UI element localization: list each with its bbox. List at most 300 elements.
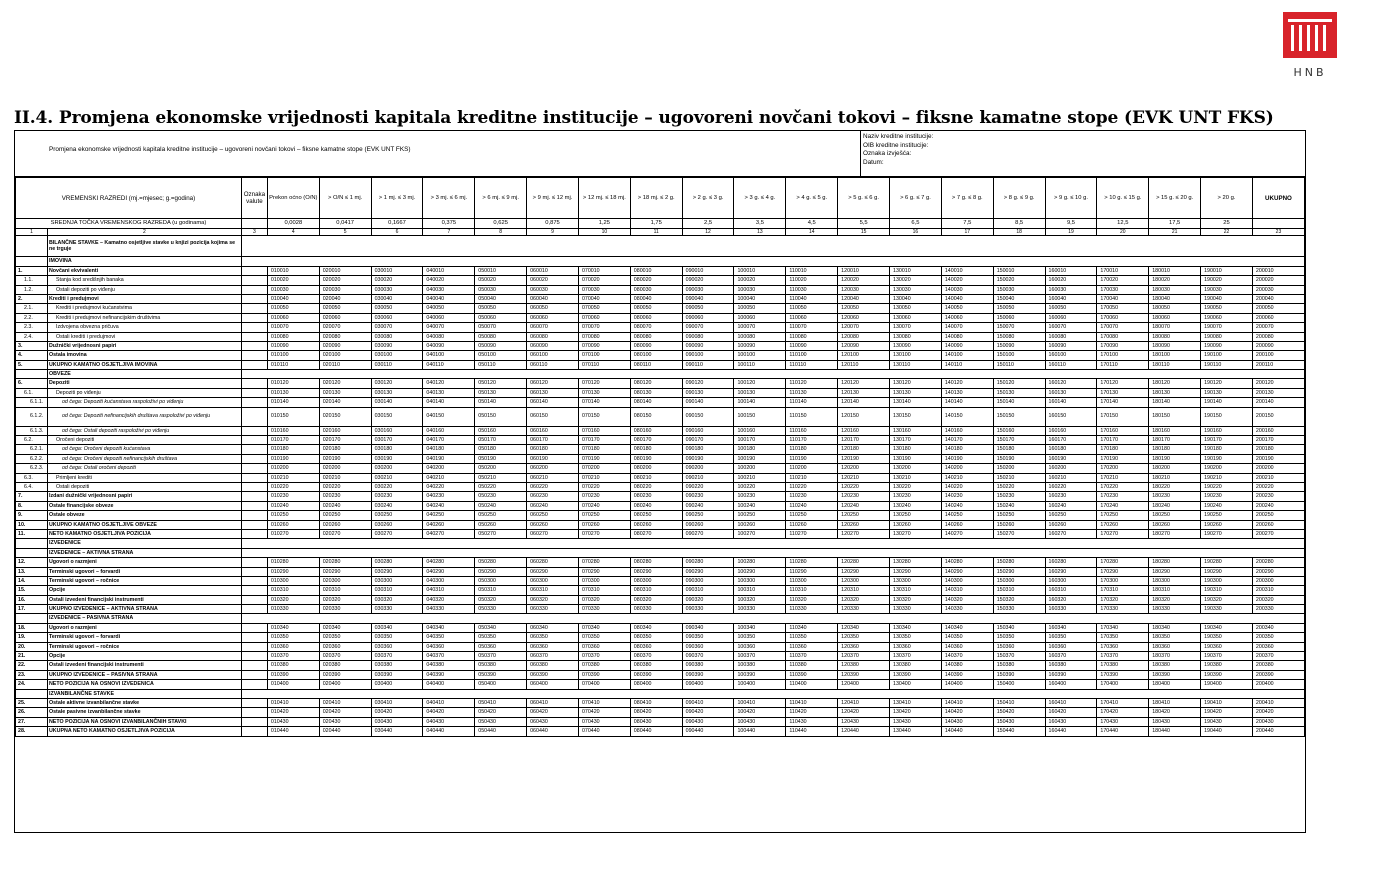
data-cell[interactable]: 180020	[1149, 276, 1201, 285]
data-cell[interactable]: 120410	[838, 698, 890, 707]
data-cell[interactable]: 150340	[993, 623, 1045, 632]
data-cell[interactable]: 160090	[1045, 341, 1097, 350]
data-cell[interactable]: 010360	[267, 642, 319, 651]
data-cell[interactable]: 190360	[1201, 642, 1253, 651]
data-cell[interactable]: 040110	[423, 360, 475, 369]
data-cell[interactable]: 080250	[630, 511, 682, 520]
data-cell[interactable]: 080050	[630, 304, 682, 313]
data-cell[interactable]: 090190	[682, 454, 734, 463]
data-cell[interactable]: 170090	[1097, 341, 1149, 350]
data-cell[interactable]: 040040	[423, 294, 475, 303]
data-cell[interactable]: 020310	[319, 586, 371, 595]
data-cell[interactable]: 150320	[993, 595, 1045, 604]
data-cell[interactable]: 030260	[371, 520, 423, 529]
data-cell[interactable]: 090440	[682, 727, 734, 736]
data-cell[interactable]: 200160	[1252, 426, 1304, 435]
data-cell[interactable]: 190210	[1201, 473, 1253, 482]
data-cell[interactable]: 010380	[267, 661, 319, 670]
data-cell[interactable]: 160270	[1045, 529, 1097, 538]
currency-cell[interactable]	[241, 483, 267, 492]
data-cell[interactable]: 120010	[838, 266, 890, 275]
data-cell[interactable]: 100360	[734, 642, 786, 651]
data-cell[interactable]: 060140	[527, 398, 579, 407]
data-cell[interactable]: 050230	[475, 492, 527, 501]
data-cell[interactable]: 140250	[941, 511, 993, 520]
data-cell[interactable]: 180130	[1149, 388, 1201, 397]
data-cell[interactable]: 020210	[319, 473, 371, 482]
data-cell[interactable]: 150420	[993, 708, 1045, 717]
data-cell[interactable]: 030440	[371, 727, 423, 736]
data-cell[interactable]: 190010	[1201, 266, 1253, 275]
data-cell[interactable]: 160280	[1045, 558, 1097, 567]
data-cell[interactable]: 090170	[682, 436, 734, 445]
data-cell[interactable]: 140240	[941, 501, 993, 510]
data-cell[interactable]: 170390	[1097, 670, 1149, 679]
data-cell[interactable]: 180340	[1149, 623, 1201, 632]
data-cell[interactable]: 040120	[423, 379, 475, 388]
data-cell[interactable]: 150150	[993, 407, 1045, 426]
data-cell[interactable]: 110190	[786, 454, 838, 463]
data-cell[interactable]: 140380	[941, 661, 993, 670]
data-cell[interactable]: 130350	[890, 633, 942, 642]
data-cell[interactable]: 080130	[630, 388, 682, 397]
data-cell[interactable]: 200390	[1252, 670, 1304, 679]
data-cell[interactable]: 140160	[941, 426, 993, 435]
data-cell[interactable]: 110280	[786, 558, 838, 567]
data-cell[interactable]: 160040	[1045, 294, 1097, 303]
data-cell[interactable]: 020400	[319, 680, 371, 689]
data-cell[interactable]: 040290	[423, 567, 475, 576]
data-cell[interactable]: 180080	[1149, 332, 1201, 341]
data-cell[interactable]: 130070	[890, 323, 942, 332]
data-cell[interactable]: 030240	[371, 501, 423, 510]
data-cell[interactable]: 120160	[838, 426, 890, 435]
data-cell[interactable]: 120230	[838, 492, 890, 501]
data-cell[interactable]: 150080	[993, 332, 1045, 341]
data-cell[interactable]: 050120	[475, 379, 527, 388]
data-cell[interactable]: 170290	[1097, 567, 1149, 576]
data-cell[interactable]: 140170	[941, 436, 993, 445]
data-cell[interactable]: 130200	[890, 464, 942, 473]
data-cell[interactable]: 020070	[319, 323, 371, 332]
data-cell[interactable]: 150170	[993, 436, 1045, 445]
data-cell[interactable]: 120290	[838, 567, 890, 576]
data-cell[interactable]: 130180	[890, 445, 942, 454]
data-cell[interactable]: 110350	[786, 633, 838, 642]
data-cell[interactable]: 150240	[993, 501, 1045, 510]
data-cell[interactable]: 050170	[475, 436, 527, 445]
data-cell[interactable]: 020140	[319, 398, 371, 407]
data-cell[interactable]: 010030	[267, 285, 319, 294]
data-cell[interactable]: 180150	[1149, 407, 1201, 426]
data-cell[interactable]: 180260	[1149, 520, 1201, 529]
data-cell[interactable]: 090050	[682, 304, 734, 313]
data-cell[interactable]: 190370	[1201, 652, 1253, 661]
data-cell[interactable]: 050180	[475, 445, 527, 454]
data-cell[interactable]: 130110	[890, 360, 942, 369]
data-cell[interactable]: 070180	[578, 445, 630, 454]
data-cell[interactable]: 190020	[1201, 276, 1253, 285]
currency-cell[interactable]	[241, 341, 267, 350]
data-cell[interactable]: 010290	[267, 567, 319, 576]
data-cell[interactable]: 080010	[630, 266, 682, 275]
data-cell[interactable]: 110150	[786, 407, 838, 426]
data-cell[interactable]: 120300	[838, 576, 890, 585]
data-cell[interactable]: 060400	[527, 680, 579, 689]
data-cell[interactable]: 160210	[1045, 473, 1097, 482]
data-cell[interactable]: 050320	[475, 595, 527, 604]
data-cell[interactable]: 200060	[1252, 313, 1304, 322]
data-cell[interactable]: 130250	[890, 511, 942, 520]
data-cell[interactable]: 010430	[267, 717, 319, 726]
currency-cell[interactable]	[241, 529, 267, 538]
data-cell[interactable]: 030200	[371, 464, 423, 473]
data-cell[interactable]: 120280	[838, 558, 890, 567]
data-cell[interactable]: 120380	[838, 661, 890, 670]
data-cell[interactable]: 050100	[475, 351, 527, 360]
data-cell[interactable]: 060360	[527, 642, 579, 651]
data-cell[interactable]: 020090	[319, 341, 371, 350]
data-cell[interactable]: 200020	[1252, 276, 1304, 285]
data-cell[interactable]: 160300	[1045, 576, 1097, 585]
data-cell[interactable]: 090350	[682, 633, 734, 642]
data-cell[interactable]: 040010	[423, 266, 475, 275]
data-cell[interactable]: 150040	[993, 294, 1045, 303]
data-cell[interactable]: 040390	[423, 670, 475, 679]
data-cell[interactable]: 200320	[1252, 595, 1304, 604]
data-cell[interactable]: 050390	[475, 670, 527, 679]
data-cell[interactable]: 200010	[1252, 266, 1304, 275]
data-cell[interactable]: 150390	[993, 670, 1045, 679]
data-cell[interactable]: 170280	[1097, 558, 1149, 567]
data-cell[interactable]: 160150	[1045, 407, 1097, 426]
data-cell[interactable]: 080200	[630, 464, 682, 473]
data-cell[interactable]: 140180	[941, 445, 993, 454]
currency-cell[interactable]	[241, 285, 267, 294]
data-cell[interactable]: 160290	[1045, 567, 1097, 576]
data-cell[interactable]: 160360	[1045, 642, 1097, 651]
data-cell[interactable]: 010190	[267, 454, 319, 463]
data-cell[interactable]: 130190	[890, 454, 942, 463]
data-cell[interactable]: 140130	[941, 388, 993, 397]
data-cell[interactable]: 200270	[1252, 529, 1304, 538]
data-cell[interactable]: 030210	[371, 473, 423, 482]
data-cell[interactable]: 080210	[630, 473, 682, 482]
data-cell[interactable]: 090230	[682, 492, 734, 501]
data-cell[interactable]: 080370	[630, 652, 682, 661]
data-cell[interactable]: 180070	[1149, 323, 1201, 332]
data-cell[interactable]: 090200	[682, 464, 734, 473]
data-cell[interactable]: 010260	[267, 520, 319, 529]
data-cell[interactable]: 040060	[423, 313, 475, 322]
data-cell[interactable]: 050350	[475, 633, 527, 642]
data-cell[interactable]: 150050	[993, 304, 1045, 313]
data-cell[interactable]: 070390	[578, 670, 630, 679]
data-cell[interactable]: 120130	[838, 388, 890, 397]
data-cell[interactable]: 150160	[993, 426, 1045, 435]
data-cell[interactable]: 080260	[630, 520, 682, 529]
data-cell[interactable]: 060390	[527, 670, 579, 679]
data-cell[interactable]: 020080	[319, 332, 371, 341]
data-cell[interactable]: 140020	[941, 276, 993, 285]
data-cell[interactable]: 110240	[786, 501, 838, 510]
data-cell[interactable]: 170050	[1097, 304, 1149, 313]
currency-cell[interactable]	[241, 323, 267, 332]
data-cell[interactable]: 040380	[423, 661, 475, 670]
data-cell[interactable]: 100150	[734, 407, 786, 426]
data-cell[interactable]: 080070	[630, 323, 682, 332]
data-cell[interactable]: 060090	[527, 341, 579, 350]
data-cell[interactable]: 130320	[890, 595, 942, 604]
data-cell[interactable]: 170400	[1097, 680, 1149, 689]
data-cell[interactable]: 010200	[267, 464, 319, 473]
data-cell[interactable]: 100050	[734, 304, 786, 313]
currency-cell[interactable]	[241, 294, 267, 303]
data-cell[interactable]: 130030	[890, 285, 942, 294]
data-cell[interactable]: 090290	[682, 567, 734, 576]
data-cell[interactable]: 200330	[1252, 605, 1304, 614]
data-cell[interactable]: 100110	[734, 360, 786, 369]
data-cell[interactable]: 120430	[838, 717, 890, 726]
data-cell[interactable]: 050360	[475, 642, 527, 651]
data-cell[interactable]: 040430	[423, 717, 475, 726]
data-cell[interactable]: 050260	[475, 520, 527, 529]
currency-cell[interactable]	[241, 717, 267, 726]
data-cell[interactable]: 130170	[890, 436, 942, 445]
data-cell[interactable]: 010390	[267, 670, 319, 679]
institution-oib-field[interactable]: OIB kreditne institucije:	[863, 141, 929, 149]
data-cell[interactable]: 140260	[941, 520, 993, 529]
data-cell[interactable]: 200190	[1252, 454, 1304, 463]
data-cell[interactable]: 080290	[630, 567, 682, 576]
data-cell[interactable]: 090420	[682, 708, 734, 717]
data-cell[interactable]: 040020	[423, 276, 475, 285]
data-cell[interactable]: 010370	[267, 652, 319, 661]
data-cell[interactable]: 170380	[1097, 661, 1149, 670]
data-cell[interactable]: 130270	[890, 529, 942, 538]
data-cell[interactable]: 200170	[1252, 436, 1304, 445]
report-code-field[interactable]: Oznaka izvješća:	[863, 150, 912, 158]
data-cell[interactable]: 090240	[682, 501, 734, 510]
data-cell[interactable]: 160180	[1045, 445, 1097, 454]
data-cell[interactable]: 200250	[1252, 511, 1304, 520]
data-cell[interactable]: 070040	[578, 294, 630, 303]
data-cell[interactable]: 080380	[630, 661, 682, 670]
data-cell[interactable]: 150260	[993, 520, 1045, 529]
data-cell[interactable]: 100350	[734, 633, 786, 642]
data-cell[interactable]: 030090	[371, 341, 423, 350]
data-cell[interactable]: 140050	[941, 304, 993, 313]
data-cell[interactable]: 090400	[682, 680, 734, 689]
data-cell[interactable]: 010270	[267, 529, 319, 538]
data-cell[interactable]: 090150	[682, 407, 734, 426]
data-cell[interactable]: 130310	[890, 586, 942, 595]
data-cell[interactable]: 200030	[1252, 285, 1304, 294]
data-cell[interactable]: 030410	[371, 698, 423, 707]
data-cell[interactable]: 150350	[993, 633, 1045, 642]
data-cell[interactable]: 150030	[993, 285, 1045, 294]
data-cell[interactable]: 160240	[1045, 501, 1097, 510]
data-cell[interactable]: 120420	[838, 708, 890, 717]
data-cell[interactable]: 090360	[682, 642, 734, 651]
data-cell[interactable]: 070020	[578, 276, 630, 285]
data-cell[interactable]: 140140	[941, 398, 993, 407]
data-cell[interactable]: 170020	[1097, 276, 1149, 285]
data-cell[interactable]: 150310	[993, 586, 1045, 595]
data-cell[interactable]: 110140	[786, 398, 838, 407]
data-cell[interactable]: 200200	[1252, 464, 1304, 473]
data-cell[interactable]: 160380	[1045, 661, 1097, 670]
data-cell[interactable]: 040410	[423, 698, 475, 707]
currency-cell[interactable]	[241, 464, 267, 473]
data-cell[interactable]: 070090	[578, 341, 630, 350]
data-cell[interactable]: 080390	[630, 670, 682, 679]
data-cell[interactable]: 060230	[527, 492, 579, 501]
data-cell[interactable]: 160160	[1045, 426, 1097, 435]
data-cell[interactable]: 080270	[630, 529, 682, 538]
data-cell[interactable]: 190190	[1201, 454, 1253, 463]
data-cell[interactable]: 030100	[371, 351, 423, 360]
data-cell[interactable]: 020250	[319, 511, 371, 520]
data-cell[interactable]: 120250	[838, 511, 890, 520]
data-cell[interactable]: 160070	[1045, 323, 1097, 332]
data-cell[interactable]: 050300	[475, 576, 527, 585]
data-cell[interactable]: 050140	[475, 398, 527, 407]
data-cell[interactable]: 190380	[1201, 661, 1253, 670]
data-cell[interactable]: 180390	[1149, 670, 1201, 679]
data-cell[interactable]: 170200	[1097, 464, 1149, 473]
data-cell[interactable]: 140030	[941, 285, 993, 294]
data-cell[interactable]: 180290	[1149, 567, 1201, 576]
data-cell[interactable]: 150250	[993, 511, 1045, 520]
data-cell[interactable]: 100260	[734, 520, 786, 529]
data-cell[interactable]: 140110	[941, 360, 993, 369]
data-cell[interactable]: 060310	[527, 586, 579, 595]
data-cell[interactable]: 190270	[1201, 529, 1253, 538]
data-cell[interactable]: 180170	[1149, 436, 1201, 445]
data-cell[interactable]: 030300	[371, 576, 423, 585]
currency-cell[interactable]	[241, 398, 267, 407]
data-cell[interactable]: 110210	[786, 473, 838, 482]
data-cell[interactable]: 080300	[630, 576, 682, 585]
data-cell[interactable]: 080160	[630, 426, 682, 435]
data-cell[interactable]: 170110	[1097, 360, 1149, 369]
data-cell[interactable]: 110020	[786, 276, 838, 285]
data-cell[interactable]: 140270	[941, 529, 993, 538]
data-cell[interactable]: 050310	[475, 586, 527, 595]
data-cell[interactable]: 060440	[527, 727, 579, 736]
data-cell[interactable]: 100280	[734, 558, 786, 567]
data-cell[interactable]: 010020	[267, 276, 319, 285]
data-cell[interactable]: 030230	[371, 492, 423, 501]
data-cell[interactable]: 140290	[941, 567, 993, 576]
data-cell[interactable]: 170060	[1097, 313, 1149, 322]
data-cell[interactable]: 040260	[423, 520, 475, 529]
data-cell[interactable]: 030170	[371, 436, 423, 445]
data-cell[interactable]: 200230	[1252, 492, 1304, 501]
data-cell[interactable]: 190330	[1201, 605, 1253, 614]
data-cell[interactable]: 140150	[941, 407, 993, 426]
data-cell[interactable]: 150120	[993, 379, 1045, 388]
data-cell[interactable]: 160170	[1045, 436, 1097, 445]
data-cell[interactable]: 030020	[371, 276, 423, 285]
data-cell[interactable]: 040190	[423, 454, 475, 463]
data-cell[interactable]: 010100	[267, 351, 319, 360]
data-cell[interactable]: 070110	[578, 360, 630, 369]
data-cell[interactable]: 100310	[734, 586, 786, 595]
data-cell[interactable]: 200300	[1252, 576, 1304, 585]
data-cell[interactable]: 090160	[682, 426, 734, 435]
data-cell[interactable]: 160350	[1045, 633, 1097, 642]
data-cell[interactable]: 180270	[1149, 529, 1201, 538]
data-cell[interactable]: 120150	[838, 407, 890, 426]
data-cell[interactable]: 040210	[423, 473, 475, 482]
data-cell[interactable]: 010090	[267, 341, 319, 350]
data-cell[interactable]: 180180	[1149, 445, 1201, 454]
data-cell[interactable]: 180190	[1149, 454, 1201, 463]
data-cell[interactable]: 060280	[527, 558, 579, 567]
data-cell[interactable]: 120220	[838, 483, 890, 492]
currency-cell[interactable]	[241, 266, 267, 275]
currency-cell[interactable]	[241, 698, 267, 707]
data-cell[interactable]: 130150	[890, 407, 942, 426]
data-cell[interactable]: 050370	[475, 652, 527, 661]
data-cell[interactable]: 170330	[1097, 605, 1149, 614]
data-cell[interactable]: 180370	[1149, 652, 1201, 661]
data-cell[interactable]: 130130	[890, 388, 942, 397]
data-cell[interactable]: 180200	[1149, 464, 1201, 473]
data-cell[interactable]: 130100	[890, 351, 942, 360]
data-cell[interactable]: 050190	[475, 454, 527, 463]
currency-cell[interactable]	[241, 652, 267, 661]
currency-cell[interactable]	[241, 501, 267, 510]
data-cell[interactable]: 010340	[267, 623, 319, 632]
data-cell[interactable]: 040300	[423, 576, 475, 585]
currency-cell[interactable]	[241, 558, 267, 567]
data-cell[interactable]: 070320	[578, 595, 630, 604]
data-cell[interactable]: 120390	[838, 670, 890, 679]
data-cell[interactable]: 010170	[267, 436, 319, 445]
data-cell[interactable]: 190250	[1201, 511, 1253, 520]
data-cell[interactable]: 150110	[993, 360, 1045, 369]
data-cell[interactable]: 100160	[734, 426, 786, 435]
data-cell[interactable]: 120090	[838, 341, 890, 350]
data-cell[interactable]: 160410	[1045, 698, 1097, 707]
data-cell[interactable]: 020280	[319, 558, 371, 567]
data-cell[interactable]: 070410	[578, 698, 630, 707]
data-cell[interactable]: 080360	[630, 642, 682, 651]
data-cell[interactable]: 100430	[734, 717, 786, 726]
data-cell[interactable]: 090250	[682, 511, 734, 520]
data-cell[interactable]: 060290	[527, 567, 579, 576]
data-cell[interactable]: 180050	[1149, 304, 1201, 313]
data-cell[interactable]: 010010	[267, 266, 319, 275]
data-cell[interactable]: 020420	[319, 708, 371, 717]
data-cell[interactable]: 150130	[993, 388, 1045, 397]
data-cell[interactable]: 050330	[475, 605, 527, 614]
data-cell[interactable]: 040360	[423, 642, 475, 651]
data-cell[interactable]: 200090	[1252, 341, 1304, 350]
currency-cell[interactable]	[241, 727, 267, 736]
data-cell[interactable]: 010320	[267, 595, 319, 604]
data-cell[interactable]: 170030	[1097, 285, 1149, 294]
data-cell[interactable]: 130400	[890, 680, 942, 689]
data-cell[interactable]: 060370	[527, 652, 579, 661]
data-cell[interactable]: 120340	[838, 623, 890, 632]
data-cell[interactable]: 040280	[423, 558, 475, 567]
data-cell[interactable]: 160030	[1045, 285, 1097, 294]
data-cell[interactable]: 200110	[1252, 360, 1304, 369]
